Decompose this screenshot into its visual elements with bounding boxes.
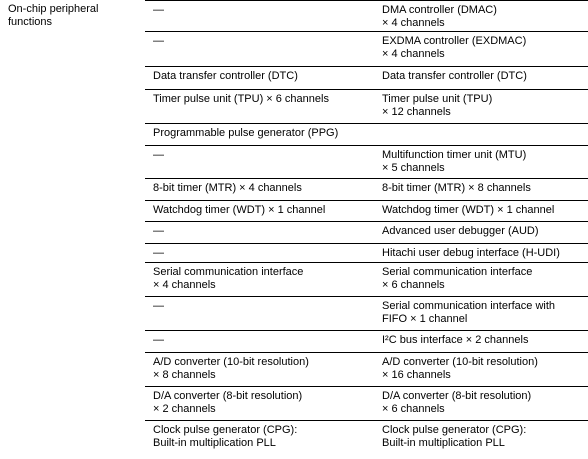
left-model-cell: D/A converter (8-bit resolution) × 2 channels xyxy=(153,390,303,415)
left-model-cell: — xyxy=(153,247,164,259)
left-model-cell: — xyxy=(153,4,164,16)
left-model-cell: — xyxy=(153,334,164,346)
right-model-cell: I²C bus interface × 2 channels xyxy=(382,334,529,346)
table-row xyxy=(145,221,588,244)
left-model-cell: — xyxy=(153,225,164,237)
table-row xyxy=(145,243,588,263)
left-model-cell: Clock pulse generator (CPG): Built-in multiplication PLL xyxy=(153,424,298,449)
left-model-cell: — xyxy=(153,35,164,47)
table-row xyxy=(145,262,588,297)
right-model-cell: DMA controller (DMAC) × 4 channels xyxy=(382,4,497,29)
left-model-cell: Watchdog timer (WDT) × 1 channel xyxy=(153,204,326,216)
table-row xyxy=(145,178,588,201)
table-row xyxy=(145,66,588,90)
right-model-cell: Hitachi user debug interface (H-UDI) xyxy=(382,247,560,259)
right-model-cell: Clock pulse generator (CPG): Built-in multiplication PLL xyxy=(382,424,527,449)
left-model-cell: — xyxy=(153,149,164,161)
right-model-cell: A/D converter (10-bit resolution) × 16 channels xyxy=(382,356,538,381)
table-row xyxy=(145,0,588,32)
table-row xyxy=(145,123,588,146)
left-model-cell: Timer pulse unit (TPU) × 6 channels xyxy=(153,93,329,105)
table-row xyxy=(145,386,588,421)
table-row xyxy=(145,296,588,331)
right-model-cell: 8-bit timer (MTR) × 8 channels xyxy=(382,182,531,194)
left-model-cell: A/D converter (10-bit resolution) × 8 channels xyxy=(153,356,309,381)
table-row xyxy=(145,200,588,222)
shared-feature-cell: Programmable pulse generator (PPG) xyxy=(153,127,339,139)
right-model-cell: D/A converter (8-bit resolution) × 6 channels xyxy=(382,390,532,415)
left-model-cell: Serial communication interface × 4 channels xyxy=(153,266,304,291)
right-model-cell: Data transfer controller (DTC) xyxy=(382,70,527,82)
table-row xyxy=(145,420,588,459)
right-model-cell: Timer pulse unit (TPU) × 12 channels xyxy=(382,93,493,118)
left-model-cell: 8-bit timer (MTR) × 4 channels xyxy=(153,182,302,194)
table-row xyxy=(145,330,588,353)
table-row xyxy=(145,31,588,67)
category-label: On-chip peripheral functions xyxy=(8,3,99,28)
right-model-cell: Watchdog timer (WDT) × 1 channel xyxy=(382,204,555,216)
right-model-cell: Advanced user debugger (AUD) xyxy=(382,225,539,237)
right-model-cell: Serial communication interface with FIFO × 1 channel xyxy=(382,300,556,325)
left-model-cell: Data transfer controller (DTC) xyxy=(153,70,298,82)
right-model-cell: Serial communication interface × 6 channels xyxy=(382,266,533,291)
left-model-cell: — xyxy=(153,300,164,312)
table-row xyxy=(145,89,588,124)
table-row xyxy=(145,352,588,387)
table-row xyxy=(145,145,588,179)
right-model-cell: Multifunction timer unit (MTU) × 5 channels xyxy=(382,149,527,174)
right-model-cell: EXDMA controller (EXDMAC) × 4 channels xyxy=(382,35,527,60)
